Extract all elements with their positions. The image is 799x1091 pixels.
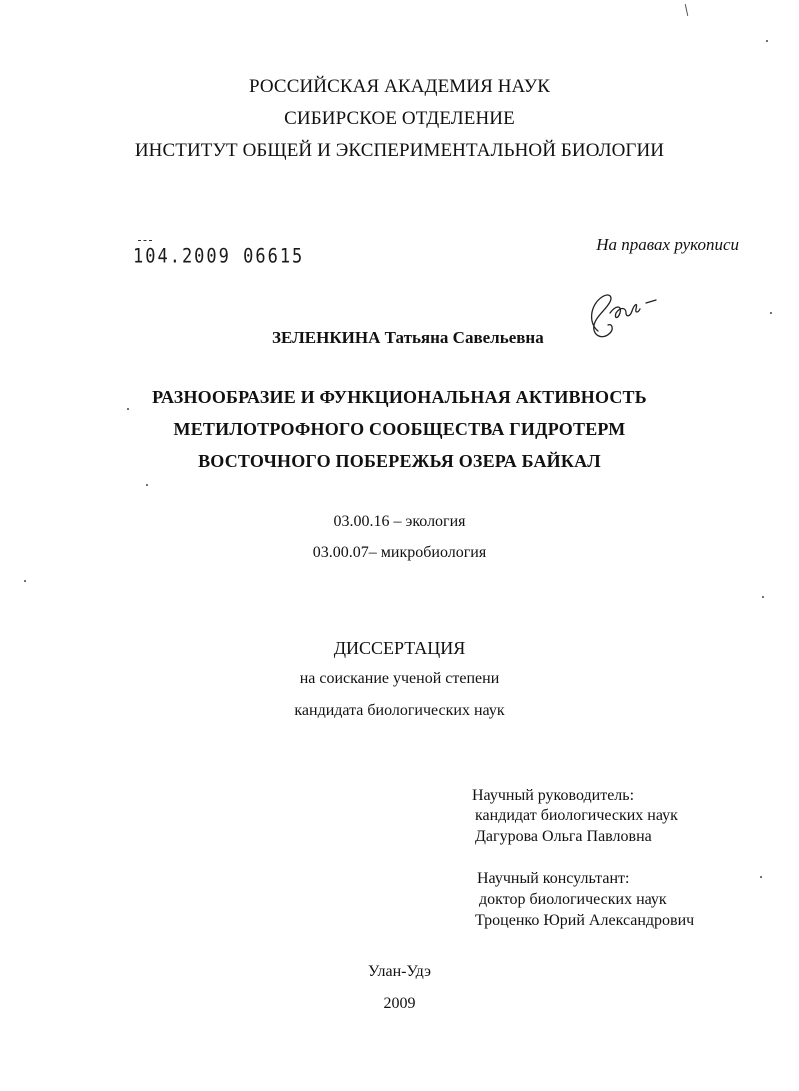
dissertation-purpose: на соискание ученой степени <box>299 670 500 687</box>
org-branch: СИБИРСКОЕ ОТДЕЛЕНИЕ <box>284 108 515 129</box>
stamp-mark <box>138 240 152 243</box>
manuscript-note: На правах рукописи <box>596 235 739 254</box>
specialty-code-microbiology: 03.00.07– микробиология <box>312 544 487 561</box>
scan-speck <box>24 580 26 582</box>
org-institute: ИНСТИТУТ ОБЩЕЙ И ЭКСПЕРИМЕНТАЛЬНОЙ БИОЛОГИИ <box>134 140 665 161</box>
org-academy: РОССИЙСКАЯ АКАДЕМИЯ НАУК <box>248 76 551 97</box>
consultant-name: Троценко Юрий Александрович <box>475 912 695 929</box>
scan-speck <box>146 484 148 486</box>
signature-image <box>580 283 670 345</box>
registration-stamp: 104.2009 06615 <box>133 245 305 269</box>
title-line-2: МЕТИЛОТРОФНОГО СООБЩЕСТВА ГИДРОТЕРМ <box>173 419 626 439</box>
title-line-1: РАЗНООБРАЗИЕ И ФУНКЦИОНАЛЬНАЯ АКТИВНОСТЬ <box>152 387 647 407</box>
scan-speck <box>770 312 772 314</box>
scan-mark <box>685 4 688 16</box>
city: Улан-Удэ <box>368 963 431 980</box>
supervisor-degree: кандидат биологических наук <box>475 807 678 824</box>
supervisor-name: Дагурова Ольга Павловна <box>475 828 652 845</box>
scan-speck <box>760 876 762 878</box>
title-line-3: ВОСТОЧНОГО ПОБЕРЕЖЬЯ ОЗЕРА БАЙКАЛ <box>198 451 601 471</box>
scan-speck <box>762 596 764 598</box>
consultant-degree: доктор биологических наук <box>479 891 667 908</box>
dissertation-degree: кандидата биологических наук <box>294 702 505 719</box>
dissertation-label: ДИССЕРТАЦИЯ <box>333 638 466 658</box>
year: 2009 <box>383 995 416 1012</box>
author-name: ЗЕЛЕНКИНА Татьяна Савельевна <box>272 328 544 347</box>
scan-speck <box>127 408 129 410</box>
scan-speck <box>766 40 768 42</box>
supervisor-role: Научный руководитель: <box>472 787 635 804</box>
specialty-code-ecology: 03.00.16 – экология <box>333 513 466 530</box>
consultant-role: Научный консультант: <box>477 870 630 887</box>
